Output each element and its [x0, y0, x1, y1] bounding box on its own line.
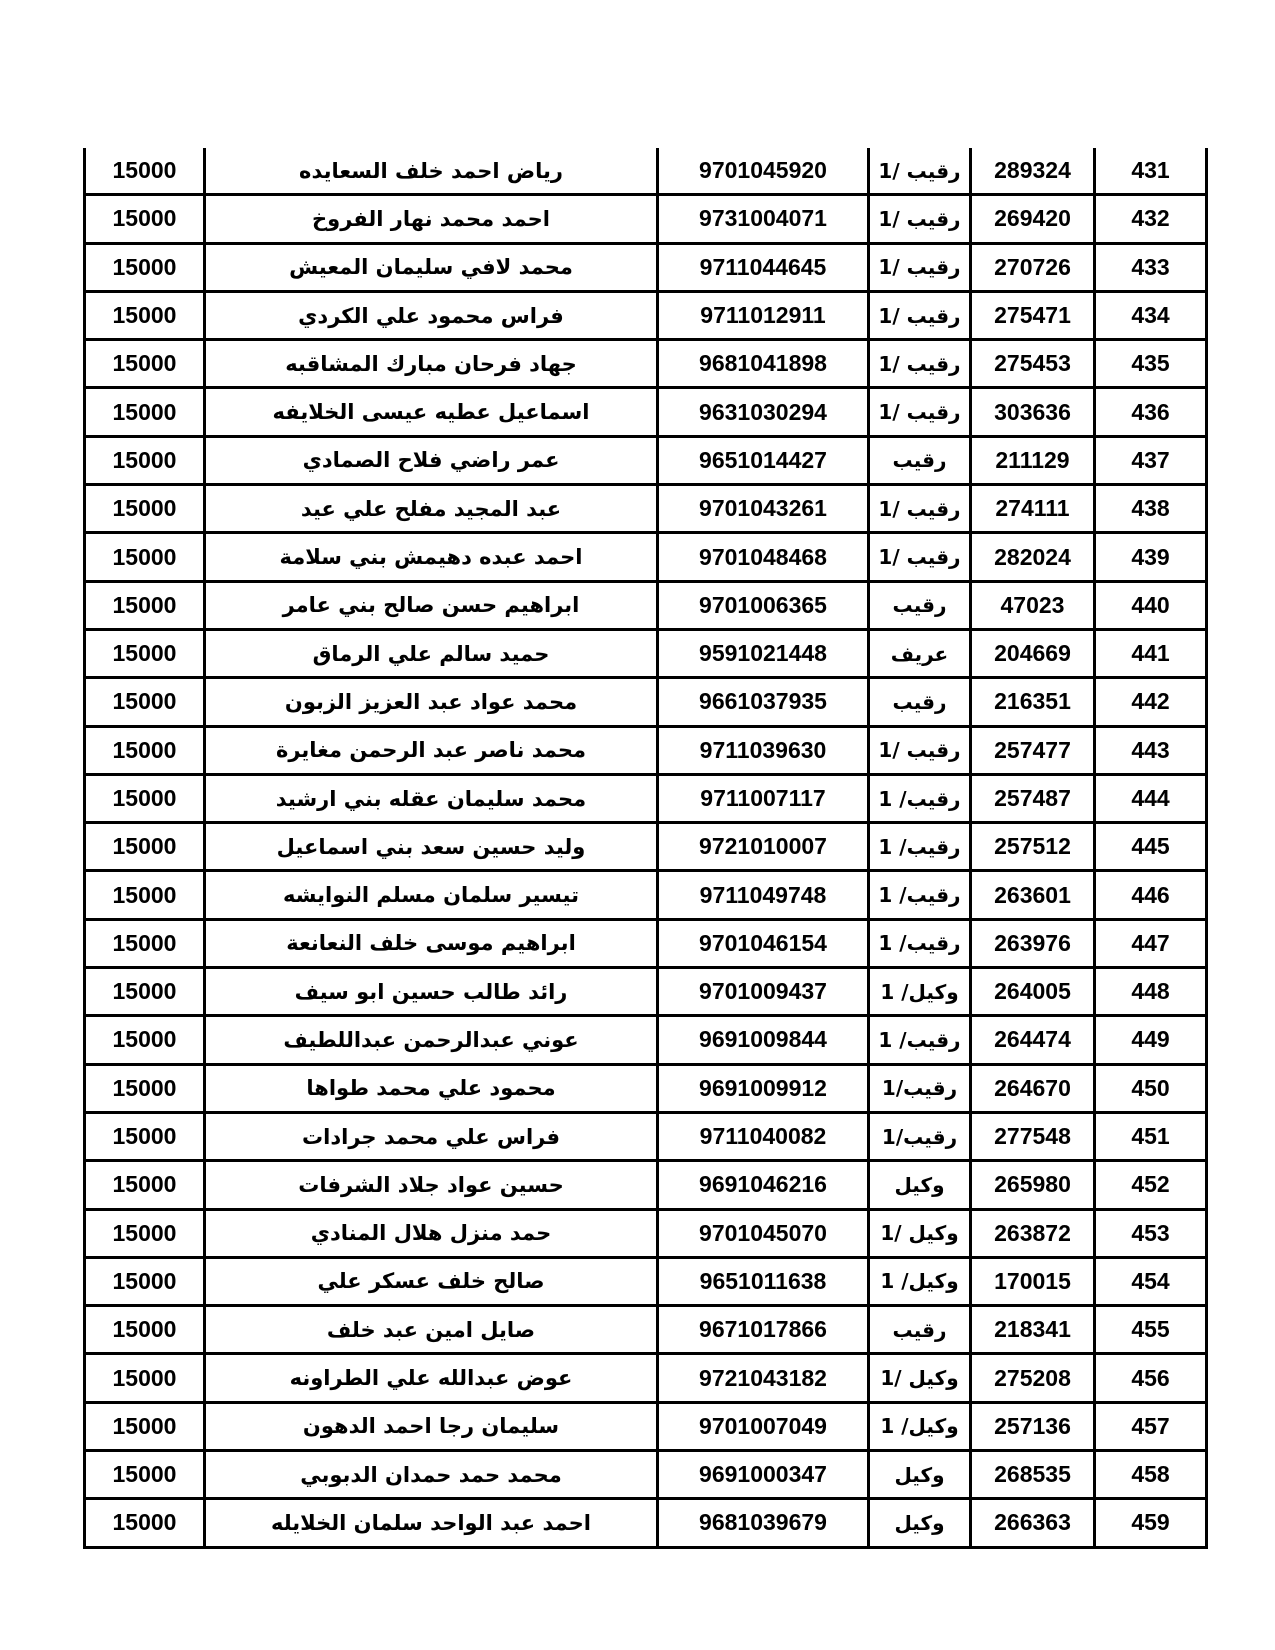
name-cell: احمد محمد نهار الفروخ — [205, 195, 658, 243]
table-row — [85, 1209, 1207, 1257]
serial-cell: 435 — [1095, 340, 1207, 388]
table-row — [85, 1016, 1207, 1064]
national-number-cell: 9691046216 — [658, 1161, 869, 1209]
amount-cell: 15000 — [85, 968, 205, 1016]
national-number-cell: 9711012911 — [658, 291, 869, 339]
national-number-cell: 9711007117 — [658, 774, 869, 822]
military-number-cell: 275471 — [971, 291, 1095, 339]
military-number-cell: 274111 — [971, 485, 1095, 533]
national-number-cell: 9681041898 — [658, 340, 869, 388]
name-cell: محمود علي محمد طواها — [205, 1064, 658, 1112]
serial-cell: 452 — [1095, 1161, 1207, 1209]
rank-cell: رقيب — [869, 1306, 971, 1354]
rank-cell: وكيل — [869, 1161, 971, 1209]
amount-cell: 15000 — [85, 485, 205, 533]
amount-cell: 15000 — [85, 243, 205, 291]
table-row — [85, 919, 1207, 967]
serial-cell: 453 — [1095, 1209, 1207, 1257]
table-row — [85, 340, 1207, 388]
national-number-cell: 9691000347 — [658, 1451, 869, 1499]
name-cell: صايل امين عبد خلف — [205, 1306, 658, 1354]
name-cell: رياض احمد خلف السعايده — [205, 148, 658, 195]
military-number-cell: 263601 — [971, 871, 1095, 919]
name-cell: ابراهيم حسن صالح بني عامر — [205, 581, 658, 629]
military-number-cell: 289324 — [971, 148, 1095, 195]
table-row — [85, 823, 1207, 871]
table-row — [85, 726, 1207, 774]
amount-cell: 15000 — [85, 1112, 205, 1160]
table-row — [85, 436, 1207, 484]
name-cell: محمد ناصر عبد الرحمن مغايرة — [205, 726, 658, 774]
serial-cell: 455 — [1095, 1306, 1207, 1354]
name-cell: سليمان رجا احمد الدهون — [205, 1402, 658, 1450]
national-number-cell: 9691009844 — [658, 1016, 869, 1064]
table-row — [85, 1161, 1207, 1209]
amount-cell: 15000 — [85, 823, 205, 871]
amount-cell: 15000 — [85, 1306, 205, 1354]
amount-cell: 15000 — [85, 291, 205, 339]
amount-cell: 15000 — [85, 1016, 205, 1064]
military-number-cell: 257487 — [971, 774, 1095, 822]
military-number-cell: 264005 — [971, 968, 1095, 1016]
name-cell: عوني عبدالرحمن عبداللطيف — [205, 1016, 658, 1064]
name-cell: حمد منزل هلال المنادي — [205, 1209, 658, 1257]
name-cell: ابراهيم موسى خلف النعانعة — [205, 919, 658, 967]
table-row — [85, 1112, 1207, 1160]
serial-cell: 439 — [1095, 533, 1207, 581]
military-number-cell: 269420 — [971, 195, 1095, 243]
name-cell: محمد لافي سليمان المعيش — [205, 243, 658, 291]
amount-cell: 15000 — [85, 726, 205, 774]
amount-cell: 15000 — [85, 195, 205, 243]
rank-cell: رقيب/ 1 — [869, 823, 971, 871]
amount-cell: 15000 — [85, 1499, 205, 1547]
military-number-cell: 211129 — [971, 436, 1095, 484]
serial-cell: 458 — [1095, 1451, 1207, 1499]
table-row — [85, 774, 1207, 822]
rank-cell: رقيب/ 1 — [869, 871, 971, 919]
table-row — [85, 148, 1207, 195]
national-number-cell: 9701007049 — [658, 1402, 869, 1450]
national-number-cell: 9681039679 — [658, 1499, 869, 1547]
name-cell: تيسير سلمان مسلم النوايشه — [205, 871, 658, 919]
serial-cell: 431 — [1095, 148, 1207, 195]
table-row — [85, 629, 1207, 677]
amount-cell: 15000 — [85, 1402, 205, 1450]
rank-cell: رقيب/ 1 — [869, 774, 971, 822]
rank-cell: وكيل/ 1 — [869, 1257, 971, 1305]
table-row — [85, 1064, 1207, 1112]
table-row — [85, 1499, 1207, 1547]
amount-cell: 15000 — [85, 436, 205, 484]
name-cell: رائد طالب حسين ابو سيف — [205, 968, 658, 1016]
serial-cell: 443 — [1095, 726, 1207, 774]
name-cell: وليد حسين سعد بني اسماعيل — [205, 823, 658, 871]
rank-cell: رقيب /1 — [869, 340, 971, 388]
military-number-cell: 282024 — [971, 533, 1095, 581]
salary-roster-table — [83, 148, 1208, 1549]
serial-cell: 438 — [1095, 485, 1207, 533]
national-number-cell: 9711049748 — [658, 871, 869, 919]
military-number-cell: 266363 — [971, 1499, 1095, 1547]
serial-cell: 434 — [1095, 291, 1207, 339]
amount-cell: 15000 — [85, 1209, 205, 1257]
serial-cell: 457 — [1095, 1402, 1207, 1450]
name-cell: احمد عبد الواحد سلمان الخلايله — [205, 1499, 658, 1547]
national-number-cell: 9711039630 — [658, 726, 869, 774]
serial-cell: 437 — [1095, 436, 1207, 484]
national-number-cell: 9701006365 — [658, 581, 869, 629]
rank-cell: رقيب /1 — [869, 726, 971, 774]
table-body — [85, 148, 1207, 1547]
serial-cell: 446 — [1095, 871, 1207, 919]
serial-cell: 456 — [1095, 1354, 1207, 1402]
rank-cell: رقيب /1 — [869, 148, 971, 195]
national-number-cell: 9651011638 — [658, 1257, 869, 1305]
table-row — [85, 1257, 1207, 1305]
name-cell: فراس علي محمد جرادات — [205, 1112, 658, 1160]
name-cell: عوض عبدالله علي الطراونه — [205, 1354, 658, 1402]
military-number-cell: 257136 — [971, 1402, 1095, 1450]
national-number-cell: 9631030294 — [658, 388, 869, 436]
national-number-cell: 9671017866 — [658, 1306, 869, 1354]
military-number-cell: 265980 — [971, 1161, 1095, 1209]
serial-cell: 451 — [1095, 1112, 1207, 1160]
name-cell: عبد المجيد مفلح علي عيد — [205, 485, 658, 533]
national-number-cell: 9591021448 — [658, 629, 869, 677]
amount-cell: 15000 — [85, 1257, 205, 1305]
amount-cell: 15000 — [85, 340, 205, 388]
amount-cell: 15000 — [85, 533, 205, 581]
military-number-cell: 275453 — [971, 340, 1095, 388]
table-row — [85, 1451, 1207, 1499]
table-row — [85, 195, 1207, 243]
amount-cell: 15000 — [85, 388, 205, 436]
military-number-cell: 264474 — [971, 1016, 1095, 1064]
rank-cell: وكيل/ 1 — [869, 1402, 971, 1450]
rank-cell: وكيل /1 — [869, 1209, 971, 1257]
serial-cell: 440 — [1095, 581, 1207, 629]
military-number-cell: 170015 — [971, 1257, 1095, 1305]
serial-cell: 432 — [1095, 195, 1207, 243]
military-number-cell: 257512 — [971, 823, 1095, 871]
military-number-cell: 270726 — [971, 243, 1095, 291]
rank-cell: وكيل — [869, 1451, 971, 1499]
amount-cell: 15000 — [85, 581, 205, 629]
name-cell: صالح خلف عسكر علي — [205, 1257, 658, 1305]
serial-cell: 459 — [1095, 1499, 1207, 1547]
military-number-cell: 263976 — [971, 919, 1095, 967]
military-number-cell: 257477 — [971, 726, 1095, 774]
name-cell: فراس محمود علي الكردي — [205, 291, 658, 339]
national-number-cell: 9711040082 — [658, 1112, 869, 1160]
military-number-cell: 264670 — [971, 1064, 1095, 1112]
amount-cell: 15000 — [85, 148, 205, 195]
military-number-cell: 216351 — [971, 678, 1095, 726]
national-number-cell: 9691009912 — [658, 1064, 869, 1112]
table-row — [85, 243, 1207, 291]
rank-cell: وكيل/ 1 — [869, 968, 971, 1016]
table-row — [85, 485, 1207, 533]
name-cell: حسين عواد جلاد الشرفات — [205, 1161, 658, 1209]
table-row — [85, 533, 1207, 581]
rank-cell: رقيب — [869, 436, 971, 484]
military-number-cell: 47023 — [971, 581, 1095, 629]
national-number-cell: 9701045070 — [658, 1209, 869, 1257]
rank-cell: وكيل /1 — [869, 1354, 971, 1402]
amount-cell: 15000 — [85, 678, 205, 726]
table-row — [85, 1354, 1207, 1402]
amount-cell: 15000 — [85, 1354, 205, 1402]
serial-cell: 454 — [1095, 1257, 1207, 1305]
name-cell: احمد عبده دهيمش بني سلامة — [205, 533, 658, 581]
national-number-cell: 9701048468 — [658, 533, 869, 581]
military-number-cell: 204669 — [971, 629, 1095, 677]
amount-cell: 15000 — [85, 871, 205, 919]
rank-cell: رقيب /1 — [869, 195, 971, 243]
national-number-cell: 9721043182 — [658, 1354, 869, 1402]
serial-cell: 447 — [1095, 919, 1207, 967]
rank-cell: رقيب /1 — [869, 485, 971, 533]
name-cell: اسماعيل عطيه عيسى الخلايفه — [205, 388, 658, 436]
table-row — [85, 1402, 1207, 1450]
amount-cell: 15000 — [85, 629, 205, 677]
military-number-cell: 268535 — [971, 1451, 1095, 1499]
amount-cell: 15000 — [85, 1064, 205, 1112]
name-cell: محمد سليمان عقله بني ارشيد — [205, 774, 658, 822]
rank-cell: رقيب /1 — [869, 533, 971, 581]
rank-cell: رقيب /1 — [869, 291, 971, 339]
serial-cell: 449 — [1095, 1016, 1207, 1064]
rank-cell: رقيب/ 1 — [869, 1016, 971, 1064]
military-number-cell: 275208 — [971, 1354, 1095, 1402]
national-number-cell: 9701043261 — [658, 485, 869, 533]
national-number-cell: 9721010007 — [658, 823, 869, 871]
name-cell: محمد حمد حمدان الدبوبي — [205, 1451, 658, 1499]
national-number-cell: 9701045920 — [658, 148, 869, 195]
serial-cell: 445 — [1095, 823, 1207, 871]
serial-cell: 442 — [1095, 678, 1207, 726]
serial-cell: 433 — [1095, 243, 1207, 291]
amount-cell: 15000 — [85, 919, 205, 967]
military-number-cell: 263872 — [971, 1209, 1095, 1257]
military-number-cell: 218341 — [971, 1306, 1095, 1354]
rank-cell: رقيب/1 — [869, 1064, 971, 1112]
national-number-cell: 9731004071 — [658, 195, 869, 243]
serial-cell: 448 — [1095, 968, 1207, 1016]
table-row — [85, 388, 1207, 436]
table-row — [85, 291, 1207, 339]
rank-cell: رقيب/1 — [869, 1112, 971, 1160]
name-cell: محمد عواد عبد العزيز الزبون — [205, 678, 658, 726]
table-row — [85, 1306, 1207, 1354]
amount-cell: 15000 — [85, 774, 205, 822]
rank-cell: رقيب/ 1 — [869, 919, 971, 967]
national-number-cell: 9701046154 — [658, 919, 869, 967]
amount-cell: 15000 — [85, 1451, 205, 1499]
table-row — [85, 968, 1207, 1016]
national-number-cell: 9651014427 — [658, 436, 869, 484]
table-row — [85, 871, 1207, 919]
table-row — [85, 678, 1207, 726]
serial-cell: 444 — [1095, 774, 1207, 822]
national-number-cell: 9701009437 — [658, 968, 869, 1016]
military-number-cell: 277548 — [971, 1112, 1095, 1160]
name-cell: جهاد فرحان مبارك المشاقبه — [205, 340, 658, 388]
rank-cell: رقيب /1 — [869, 388, 971, 436]
military-number-cell: 303636 — [971, 388, 1095, 436]
rank-cell: رقيب — [869, 678, 971, 726]
national-number-cell: 9661037935 — [658, 678, 869, 726]
rank-cell: رقيب — [869, 581, 971, 629]
amount-cell: 15000 — [85, 1161, 205, 1209]
name-cell: حميد سالم علي الرماق — [205, 629, 658, 677]
rank-cell: رقيب /1 — [869, 243, 971, 291]
name-cell: عمر راضي فلاح الصمادي — [205, 436, 658, 484]
serial-cell: 450 — [1095, 1064, 1207, 1112]
serial-cell: 436 — [1095, 388, 1207, 436]
national-number-cell: 9711044645 — [658, 243, 869, 291]
table-row — [85, 581, 1207, 629]
serial-cell: 441 — [1095, 629, 1207, 677]
rank-cell: وكيل — [869, 1499, 971, 1547]
rank-cell: عريف — [869, 629, 971, 677]
